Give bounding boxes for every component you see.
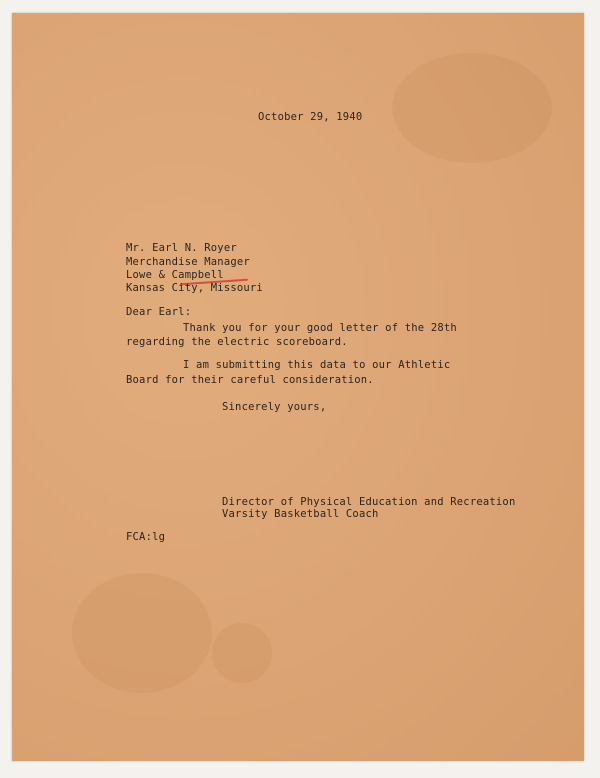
recipient-city: Kansas City, Missouri [126,282,263,294]
letter-date: October 29, 1940 [258,111,363,123]
paragraph-2-line-2: Board for their careful consideration. [126,374,374,386]
paper-stain [212,623,272,683]
recipient-company: Lowe & Campbell [126,269,224,281]
letter-page [12,13,584,761]
signature-title-2: Varsity Basketball Coach [222,508,379,520]
closing: Sincerely yours, [222,401,327,413]
paper-stain [72,573,212,693]
paragraph-1-line-2: regarding the electric scoreboard. [126,336,348,348]
paragraph-2-line-1: I am submitting this data to our Athletic [183,359,451,371]
salutation: Dear Earl: [126,306,192,318]
reference-initials: FCA:lg [126,531,166,543]
paper-stain [392,53,552,163]
signature-title-1: Director of Physical Education and Recreation [222,496,516,508]
recipient-name: Mr. Earl N. Royer [126,242,237,254]
recipient-title: Merchandise Manager [126,256,250,268]
paragraph-1-line-1: Thank you for your good letter of the 28th [183,322,457,334]
